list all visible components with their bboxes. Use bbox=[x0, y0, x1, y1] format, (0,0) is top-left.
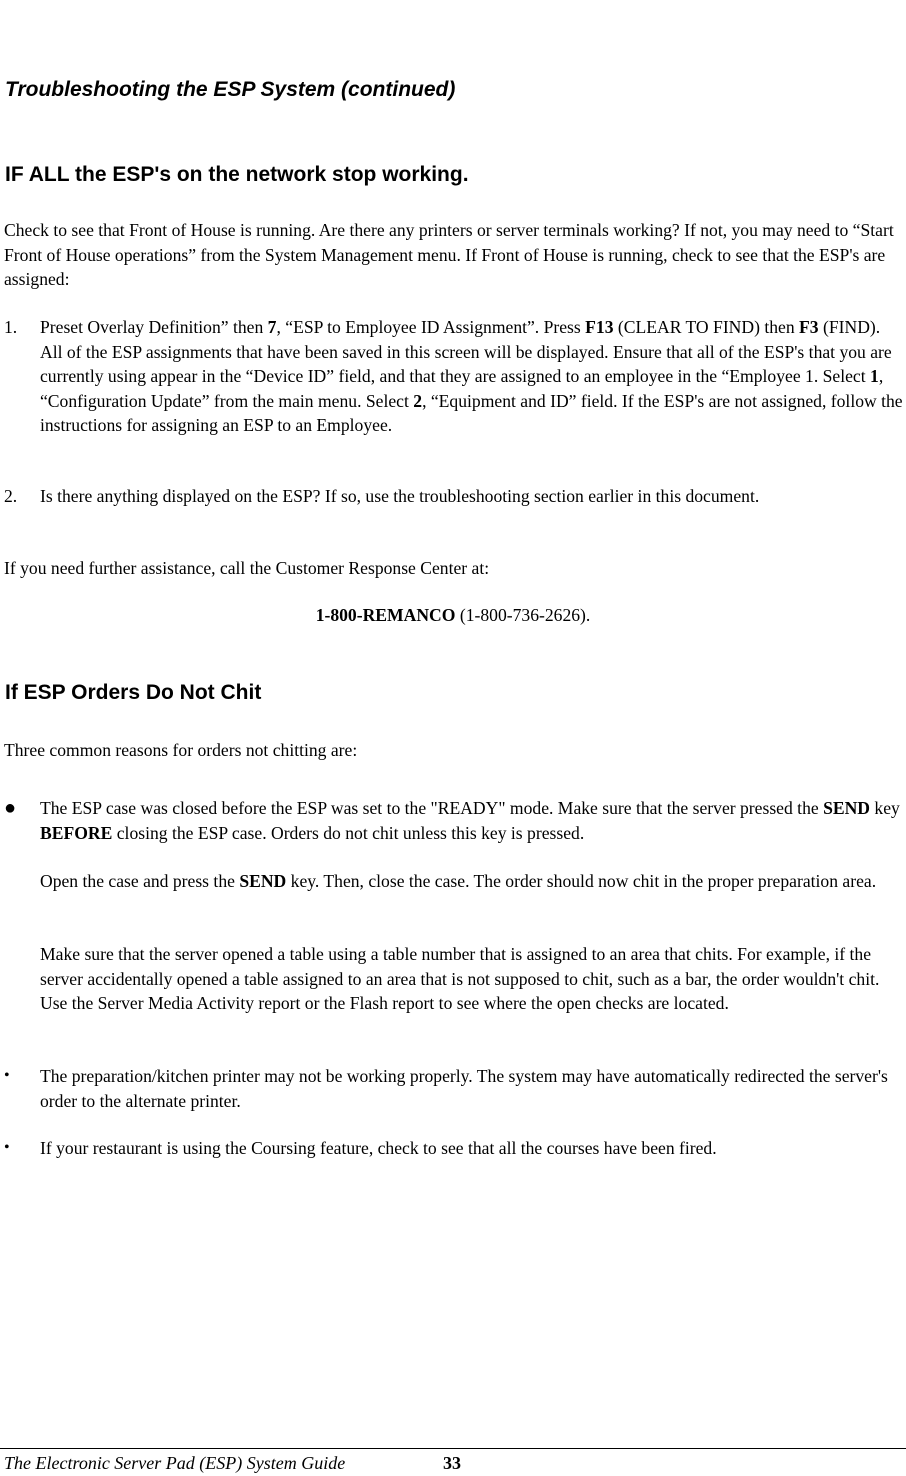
text: Is there anything displayed on the ESP? If so, use the troubleshooting section earlier in this document. bbox=[40, 486, 760, 506]
intro-paragraph: Check to see that Front of House is running. Are there any printers or server terminals working? If not, you may need to “Start Front of House operations” from the System Management menu. If Front of House is running, check to see that the ESP's are assigned: bbox=[4, 220, 894, 289]
text: The ESP case was closed before the ESP was set to the "READY" mode. Make sure that the server pressed the bbox=[40, 798, 824, 818]
bold-text: BEFORE bbox=[40, 822, 113, 843]
bullet-sub-paragraph-b: Make sure that the server opened a table using a table number that is assigned to an area that chits. For example, if the server accidentally opened a table assigned to an area that is not supposed to chit, such as a bar, the order wouldn't chit. Use the Server Media Activity report or the Flash report to see where the open checks are located. bbox=[40, 944, 880, 1013]
footer-divider bbox=[0, 1448, 906, 1449]
text: , “Equipment and ID” field. If the ESP's are not assigned, follow the instructions for assigning an ESP to an Employee. bbox=[40, 390, 903, 435]
text: If your restaurant is using the Coursing feature, check to see that all the courses have been fired. bbox=[40, 1138, 717, 1158]
bold-text: F3 bbox=[799, 317, 819, 337]
bold-text: F13 bbox=[585, 317, 614, 337]
bold-text: 2 bbox=[413, 390, 423, 411]
text: (FIND). All of the ESP assignments that have been saved in this screen will be displayed. Ensure that all of the ESP's that you are currently using appear in the “Device ID” field, and that they are assigned to an employee in the “Employee 1. Select bbox=[40, 317, 892, 386]
text: (CLEAR TO FIND) then bbox=[613, 317, 800, 337]
text: , “Configuration Update” from the main menu. Select bbox=[40, 366, 884, 411]
assistance-text: If you need further assistance, call the Customer Response Center at: bbox=[4, 558, 490, 578]
section-heading-orders: If ESP Orders Do Not Chit bbox=[5, 681, 262, 704]
phone-bold: 1-800-REMANCO bbox=[315, 605, 456, 625]
bullet-item-3 bbox=[4, 1136, 906, 1161]
phone-number bbox=[0, 603, 906, 628]
section-heading-network: IF ALL the ESP's on the network stop working. bbox=[5, 163, 469, 186]
bullet-item-2 bbox=[4, 1064, 906, 1113]
bold-text: 7 bbox=[267, 317, 277, 337]
bold-text: SEND bbox=[239, 871, 287, 891]
list-item-1 bbox=[4, 315, 906, 438]
bullet-item-1 bbox=[4, 796, 906, 845]
page-title: Troubleshooting the ESP System (continued) bbox=[5, 78, 456, 101]
bullet-icon: • bbox=[4, 1067, 10, 1084]
bullet-sub-paragraph-a bbox=[4, 869, 906, 894]
text: Preset Overlay Definition” then bbox=[40, 317, 268, 337]
text: key. Then, close the case. The order should now chit in the proper preparation area. bbox=[286, 871, 877, 891]
bullet-icon: ● bbox=[4, 797, 17, 819]
phone-digits: (1-800-736-2626). bbox=[455, 605, 591, 625]
text: The preparation/kitchen printer may not be working properly. The system may have automatically redirected the server's order to the alternate printer. bbox=[40, 1066, 888, 1111]
text: , “ESP to Employee ID Assignment”. Press bbox=[276, 317, 586, 337]
orders-intro: Three common reasons for orders not chitting are: bbox=[4, 740, 358, 760]
page-number: 33 bbox=[443, 1453, 461, 1473]
bold-text: SEND bbox=[823, 798, 871, 818]
list-item-2 bbox=[4, 484, 906, 509]
text: closing the ESP case. Orders do not chit unless this key is pressed. bbox=[112, 822, 585, 843]
bullet-icon: • bbox=[4, 1139, 10, 1156]
list-number: 2. bbox=[4, 486, 18, 506]
list-number: 1. bbox=[4, 317, 18, 337]
text: Open the case and press the bbox=[40, 871, 240, 891]
footer-guide-title: The Electronic Server Pad (ESP) System Guide bbox=[4, 1453, 346, 1473]
bold-text: 1 bbox=[870, 366, 879, 386]
text: key bbox=[870, 798, 900, 818]
